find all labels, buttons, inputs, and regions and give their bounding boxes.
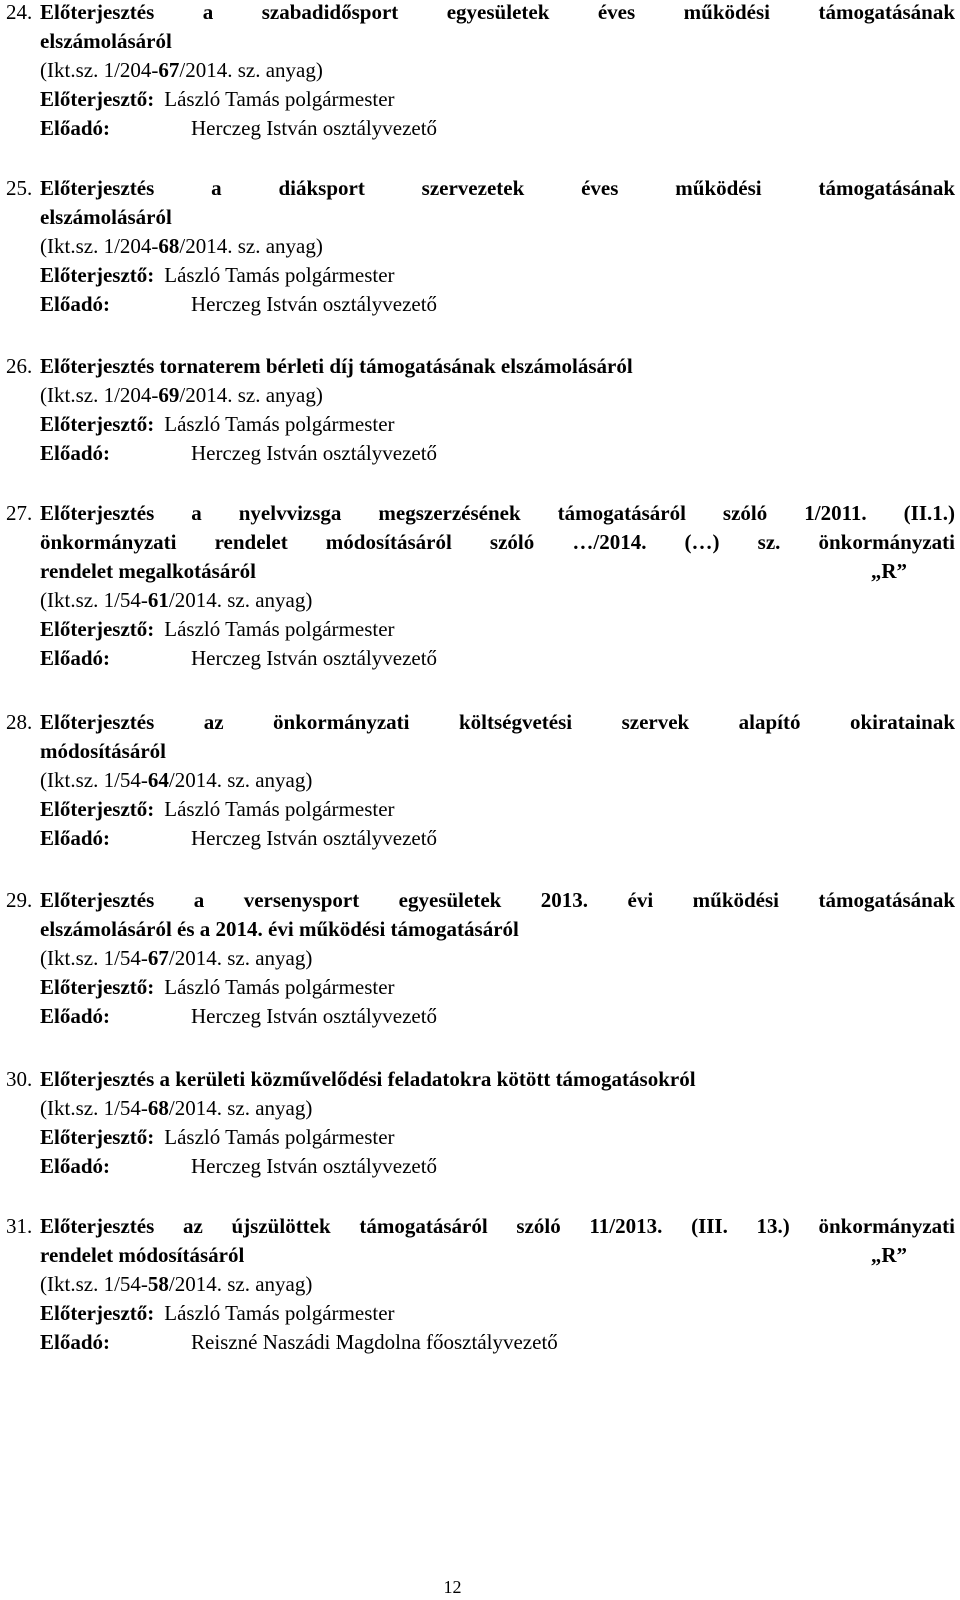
reference-number: (Ikt.sz. 1/54-64/2014. sz. anyag) — [40, 768, 313, 792]
agenda-item-26 — [0, 352, 955, 468]
agenda-item-25 — [0, 174, 955, 319]
proposer-label: Előterjesztő: — [40, 87, 155, 111]
title-line-text: rendelet megalkotásáról — [40, 559, 256, 583]
presenter-row — [40, 290, 955, 319]
item-number: 29. — [6, 888, 33, 912]
reference-number: (Ikt.sz. 1/54-61/2014. sz. anyag) — [40, 588, 313, 612]
presenter-label: Előadó: — [40, 1004, 111, 1028]
proposer-row — [40, 973, 955, 1002]
agenda-item-31 — [0, 1212, 955, 1357]
reference-number: (Ikt.sz. 1/54-67/2014. sz. anyag) — [40, 946, 313, 970]
item-number: 24. — [6, 0, 33, 24]
presenter-name: Herczeg István osztályvezető — [191, 646, 438, 670]
presenter-label: Előadó: — [40, 116, 111, 140]
presenter-label: Előadó: — [40, 292, 111, 316]
agenda-item-30 — [0, 1065, 955, 1181]
proposer-label: Előterjesztő: — [40, 797, 155, 821]
agenda-item-24 — [0, 0, 955, 143]
proposer-name: László Tamás polgármester — [164, 1301, 395, 1325]
reference-number: (Ikt.sz. 1/204-67/2014. sz. anyag) — [40, 58, 323, 82]
proposer-label: Előterjesztő: — [40, 975, 155, 999]
item-title — [40, 174, 955, 232]
title-line: Előterjesztés a versenysport egyesületek 2013. évi működési támogatásának — [40, 888, 955, 912]
presenter-row — [40, 644, 955, 673]
title-line: Előterjesztés a kerületi közművelődési feladatokra kötött támogatásokról — [40, 1067, 696, 1091]
proposer-label: Előterjesztő: — [40, 412, 155, 436]
item-title — [40, 886, 955, 944]
presenter-row — [40, 824, 955, 853]
item-title — [40, 352, 955, 381]
proposer-name: László Tamás polgármester — [164, 975, 395, 999]
presenter-row — [40, 1002, 955, 1031]
reference-number: (Ikt.sz. 1/54-68/2014. sz. anyag) — [40, 1096, 313, 1120]
title-line: Előterjesztés az önkormányzati költségvetési szervek alapító okiratainak — [40, 710, 955, 734]
reference-number: (Ikt.sz. 1/204-69/2014. sz. anyag) — [40, 383, 323, 407]
presenter-name: Reiszné Naszádi Magdolna főosztályvezető — [191, 1330, 558, 1354]
presenter-name: Herczeg István osztályvezető — [191, 1154, 438, 1178]
agenda-item-28 — [0, 708, 955, 853]
title-line: Előterjesztés a szabadidősport egyesületek éves működési támogatásának — [40, 0, 955, 24]
item-number: 28. — [6, 710, 33, 734]
proposer-label: Előterjesztő: — [40, 263, 155, 287]
item-title — [40, 1065, 955, 1094]
presenter-row — [40, 1152, 955, 1181]
reference-number: (Ikt.sz. 1/54-58/2014. sz. anyag) — [40, 1272, 313, 1296]
presenter-name: Herczeg István osztályvezető — [191, 826, 438, 850]
presenter-label: Előadó: — [40, 1154, 111, 1178]
proposer-label: Előterjesztő: — [40, 1301, 155, 1325]
presenter-row — [40, 439, 955, 468]
presenter-name: Herczeg István osztályvezető — [191, 441, 438, 465]
item-number: 25. — [6, 176, 33, 200]
title-line: Előterjesztés tornaterem bérleti díj támogatásának elszámolásáról — [40, 354, 633, 378]
r-marker: „R” — [870, 559, 907, 583]
proposer-row — [40, 261, 955, 290]
title-line: elszámolásáról és a 2014. évi működési támogatásáról — [40, 917, 519, 941]
reference-number: (Ikt.sz. 1/204-68/2014. sz. anyag) — [40, 234, 323, 258]
item-number: 31. — [6, 1214, 33, 1238]
presenter-name: Herczeg István osztályvezető — [191, 1004, 438, 1028]
proposer-name: László Tamás polgármester — [164, 1125, 395, 1149]
presenter-name: Herczeg István osztályvezető — [191, 292, 438, 316]
item-number: 27. — [6, 501, 33, 525]
proposer-label: Előterjesztő: — [40, 617, 155, 641]
presenter-label: Előadó: — [40, 1330, 111, 1354]
proposer-name: László Tamás polgármester — [164, 263, 395, 287]
r-marker: „R” — [870, 1243, 907, 1267]
proposer-row — [40, 1123, 955, 1152]
item-number: 26. — [6, 354, 33, 378]
proposer-name: László Tamás polgármester — [164, 617, 395, 641]
proposer-row — [40, 615, 955, 644]
proposer-name: László Tamás polgármester — [164, 797, 395, 821]
proposer-row — [40, 1299, 955, 1328]
title-line: Előterjesztés a diáksport szervezetek éves működési támogatásának — [40, 176, 955, 200]
item-title — [40, 708, 955, 766]
proposer-row — [40, 795, 955, 824]
item-title — [40, 1212, 955, 1270]
title-line: elszámolásáról — [40, 29, 172, 53]
page-number: 12 — [443, 1577, 462, 1597]
proposer-label: Előterjesztő: — [40, 1125, 155, 1149]
item-title — [40, 499, 955, 586]
presenter-row — [40, 114, 955, 143]
title-line: önkormányzati rendelet módosításáról szóló …/2014. (…) sz. önkormányzati — [40, 530, 955, 554]
presenter-label: Előadó: — [40, 826, 111, 850]
presenter-row — [40, 1328, 955, 1357]
proposer-row — [40, 410, 955, 439]
title-line: elszámolásáról — [40, 205, 172, 229]
proposer-row — [40, 85, 955, 114]
item-number: 30. — [6, 1067, 33, 1091]
agenda-item-27 — [0, 499, 955, 673]
title-line: Előterjesztés a nyelvvizsga megszerzésének támogatásáról szóló 1/2011. (II.1.) — [40, 501, 955, 525]
title-line — [40, 557, 955, 586]
title-line: módosításáról — [40, 739, 166, 763]
proposer-name: László Tamás polgármester — [164, 87, 395, 111]
agenda-item-29 — [0, 886, 955, 1031]
title-line: Előterjesztés az újszülöttek támogatásáról szóló 11/2013. (III. 13.) önkormányzati — [40, 1214, 955, 1238]
item-title — [40, 0, 955, 56]
presenter-label: Előadó: — [40, 646, 111, 670]
title-line — [40, 1241, 955, 1270]
presenter-label: Előadó: — [40, 441, 111, 465]
proposer-name: László Tamás polgármester — [164, 412, 395, 436]
presenter-name: Herczeg István osztályvezető — [191, 116, 438, 140]
title-line-text: rendelet módosításáról — [40, 1243, 245, 1267]
